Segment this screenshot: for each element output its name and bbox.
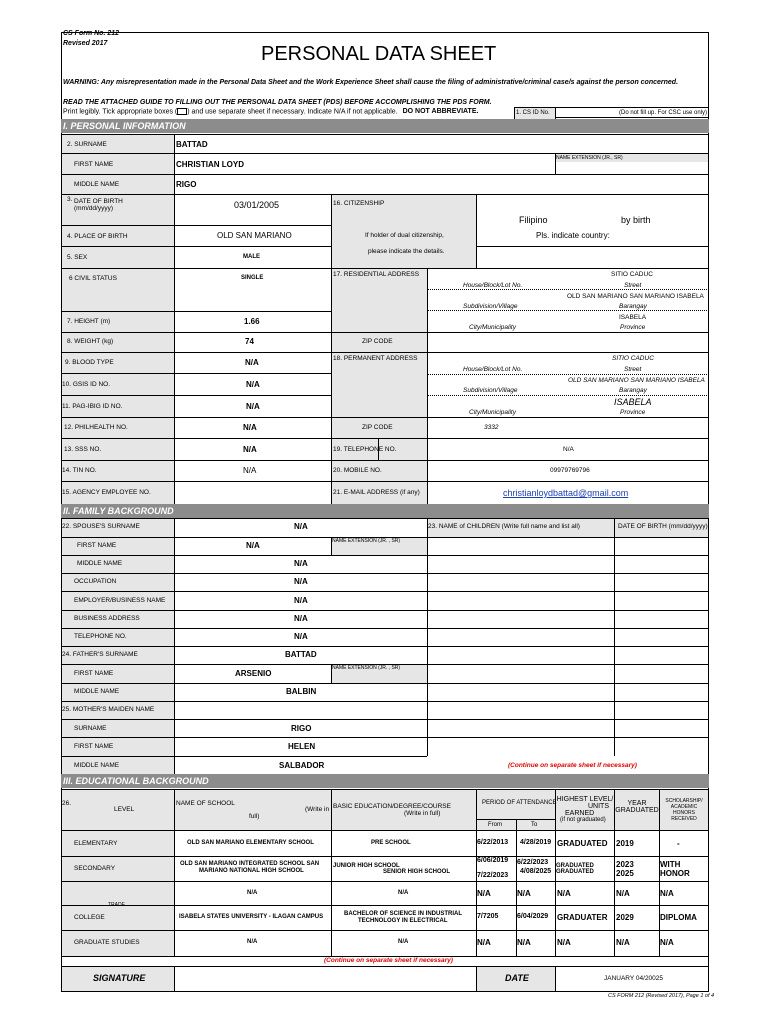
res-address-label: 17. RESIDENTIAL ADDRESS	[333, 271, 420, 278]
res-province-label: Province	[620, 324, 646, 331]
philhealth-label: 12. PHILHEALTH NO.	[64, 424, 128, 431]
sex-label: 5. SEX	[67, 254, 88, 261]
form-number: CS Form No. 212	[63, 30, 120, 37]
surname-label: 2. SURNAME	[67, 141, 107, 148]
page-title: PERSONAL DATA SHEET	[261, 43, 497, 65]
education-continue-note: (Continue on separate sheet if necessary)	[324, 957, 453, 964]
children-label: 23. NAME of CHILDREN (Write full name and list all)	[428, 523, 580, 530]
to-header: To	[531, 822, 538, 828]
perm-address-label: 18. PERMANENT ADDRESS	[333, 355, 418, 362]
email-value[interactable]: christianloydbattad@gmail.com	[503, 488, 629, 498]
employer-label: EMPLOYER/BUSINESS NAME	[74, 597, 166, 604]
tin-label: 14. TIN NO.	[62, 467, 97, 474]
father-ext-label: NAME EXTENSION (JR. , SR)	[332, 665, 401, 671]
edu-level-college: COLLEGE	[74, 914, 105, 921]
gsis-label: 10. GSIS ID NO.	[62, 381, 111, 388]
business-address-label: BUSINESS ADDRESS	[74, 615, 140, 622]
edu-to-secondary[interactable]: 6/22/2023	[517, 859, 549, 866]
height-value[interactable]: 1.66	[244, 317, 260, 326]
spouse-ext-label: NAME EXTENSION (JR. , SR)	[332, 538, 401, 544]
education-num: 26.	[62, 800, 72, 807]
edu-course-secondary[interactable]: JUNIOR HIGH SCHOOL	[333, 863, 400, 869]
employer-value[interactable]: N/A	[294, 596, 308, 605]
signature-label: SIGNATURE	[93, 973, 146, 983]
edu-year-elementary[interactable]: 2019	[616, 839, 634, 848]
res-house-label: House/Block/Lot No.	[463, 282, 523, 289]
gsis-value[interactable]: N/A	[246, 380, 260, 389]
first-name-value[interactable]: CHRISTIAN LOYD	[176, 160, 244, 169]
spouse-first-value[interactable]: N/A	[246, 541, 260, 550]
res-house-value[interactable]: SITIO CADUC	[611, 271, 653, 278]
edu-highest-elementary[interactable]: GRADUATED	[557, 839, 608, 848]
first-name-label: FIRST NAME	[74, 161, 114, 168]
mother-first-label: FIRST NAME	[74, 743, 114, 750]
edu-from-secondary[interactable]: 6/06/2019	[477, 857, 509, 864]
edu-course-secondary-2[interactable]: SENIOR HIGH SCHOOL	[383, 869, 451, 875]
dual-note-1: If holder of dual citizenship,	[365, 232, 444, 239]
mother-surname-value[interactable]: RIGO	[291, 724, 312, 733]
trade-label: TRADE	[108, 902, 125, 908]
edu-honors-graduate[interactable]: N/A	[660, 938, 674, 947]
honors-header-3: HONORS	[673, 810, 695, 816]
pagibig-label: 11. PAG-IBIG ID NO.	[62, 403, 123, 410]
civil-status-value[interactable]: SINGLE	[241, 275, 264, 281]
business-address-value[interactable]: N/A	[294, 614, 308, 623]
edu-year-graduate[interactable]: N/A	[616, 938, 630, 947]
highest-header-1: HIGHEST LEVEL/	[556, 796, 614, 803]
instructions-a: Print legibly. Tick appropriate boxes (	[63, 108, 178, 116]
perm-zip-value[interactable]: 3332	[484, 424, 499, 431]
surname-value[interactable]: BATTAD	[176, 140, 208, 149]
blood-value[interactable]: N/A	[245, 358, 259, 367]
perm-subdivision-label: Subdivision/Village	[463, 387, 518, 394]
honors-header-1: SCHOLARSHIP/	[665, 798, 703, 804]
section-family-header: II. FAMILY BACKGROUND	[61, 504, 709, 518]
edu-year-college[interactable]: 2029	[616, 913, 634, 922]
highest-header-3: EARNED	[565, 810, 595, 817]
edu-to-college[interactable]: 6/04/2029	[517, 913, 549, 920]
perm-zip-label: ZIP CODE	[362, 424, 393, 431]
edu-school-secondary[interactable]: OLD SAN MARIANO INTEGRATED SCHOOL SAN	[180, 861, 320, 867]
honors-header-2: ACADEMIC	[670, 804, 698, 810]
perm-barangay-label: Barangay	[619, 387, 647, 394]
year-grad-header-2: GRADUATED	[615, 807, 659, 814]
father-middle-label: MIDDLE NAME	[74, 688, 120, 695]
philhealth-value[interactable]: N/A	[243, 423, 257, 432]
edu-highest-college[interactable]: GRADUATER	[557, 913, 608, 922]
father-middle-value[interactable]: BALBIN	[286, 687, 317, 696]
edu-to-elementary[interactable]: 4/28/2019	[520, 839, 552, 846]
school-write-in: (Write in	[305, 806, 330, 813]
perm-house-label: House/Block/Lot No.	[463, 366, 523, 373]
occupation-label: OCCUPATION	[74, 578, 117, 585]
school-full: full)	[249, 813, 260, 820]
citizenship-label: 16. CITIZENSHIP	[333, 200, 385, 207]
email-label: 21. E-MAIL ADDRESS (if any)	[333, 489, 420, 496]
section-personal-header: I. PERSONAL INFORMATION	[61, 119, 709, 133]
perm-province-value[interactable]: ISABELA	[614, 397, 652, 407]
edu-highest-secondary-2[interactable]: GRADUATED	[556, 869, 594, 875]
citizenship-value[interactable]: Filipino	[519, 215, 548, 225]
edu-honors-college[interactable]: DIPLOMA	[660, 913, 697, 922]
date-value[interactable]: JANUARY 04/20025	[604, 975, 664, 982]
mother-maiden-label: 25. MOTHER'S MAIDEN NAME	[62, 706, 155, 713]
spouse-telephone-label: TELEPHONE NO.	[74, 633, 127, 640]
res-zip-label: ZIP CODE	[362, 338, 393, 345]
sex-value[interactable]: MALE	[243, 254, 260, 260]
sss-label: 13. SSS NO.	[64, 446, 102, 453]
mother-surname-label: SURNAME	[74, 725, 107, 732]
res-street-label: Street	[624, 282, 642, 289]
highest-header-4: (if not graduated)	[560, 817, 606, 823]
edu-level-elementary: ELEMENTARY	[74, 840, 118, 847]
edu-year-vocational[interactable]: N/A	[616, 889, 630, 898]
edu-year-secondary-2[interactable]: 2025	[616, 869, 634, 878]
from-header: From	[488, 822, 502, 828]
form-revision: Revised 2017	[63, 40, 108, 47]
edu-level-graduate: GRADUATE STUDIES	[74, 939, 140, 946]
spouse-middle-label: MIDDLE NAME	[77, 560, 123, 567]
dob-num: 3.	[67, 196, 73, 203]
spouse-first-label: FIRST NAME	[77, 542, 117, 549]
pagibig-value[interactable]: N/A	[246, 402, 260, 411]
dob-value[interactable]: 03/01/2005	[234, 200, 280, 210]
edu-course-college-2[interactable]: TECHNOLOGY IN ELECTRICAL	[358, 918, 448, 924]
edu-honors-vocational[interactable]: N/A	[660, 889, 674, 898]
edu-highest-vocational[interactable]: N/A	[557, 889, 571, 898]
read-guide-text: READ THE ATTACHED GUIDE TO FILLING OUT THE PERSONAL DATA SHEET (PDS) BEFORE ACCOMPLISHING THE PDS FORM.	[63, 99, 492, 106]
sss-value[interactable]: N/A	[243, 445, 257, 454]
edu-highest-secondary[interactable]: GRADUATED	[556, 863, 594, 869]
telephone-value[interactable]: N/A	[563, 446, 574, 453]
edu-year-secondary[interactable]: 2023	[616, 860, 634, 869]
mother-middle-label: MIDDLE NAME	[74, 762, 120, 769]
indicate-country: Pls. indicate country:	[536, 231, 610, 240]
edu-course-vocational[interactable]: N/A	[398, 890, 409, 896]
edu-school-graduate[interactable]: N/A	[247, 939, 258, 945]
middle-name-value[interactable]: RIGO	[176, 180, 197, 189]
child-dob-label: DATE OF BIRTH (mm/dd/yyyy)	[618, 523, 708, 530]
dob-label: DATE OF BIRTH	[74, 198, 123, 205]
edu-honors-secondary-2[interactable]: HONOR	[660, 869, 690, 878]
course-write: (Write in full)	[404, 810, 441, 817]
edu-honors-elementary[interactable]: -	[677, 839, 680, 848]
edu-from-vocational[interactable]: N/A	[477, 889, 491, 898]
spouse-middle-value[interactable]: N/A	[294, 559, 308, 568]
spouse-surname-label: 22. SPOUSE'S SURNAME	[62, 523, 140, 530]
occupation-value[interactable]: N/A	[294, 577, 308, 586]
name-ext-label: NAME EXTENSION (JR., SR)	[556, 155, 623, 161]
weight-value[interactable]: 74	[245, 337, 254, 346]
perm-street-label: Street	[624, 366, 642, 373]
highest-header-2: UNITS	[588, 803, 609, 810]
instructions	[63, 108, 478, 115]
tick-box-icon	[177, 108, 187, 115]
signature-field[interactable]	[175, 967, 475, 991]
mobile-value[interactable]: 09979769796	[550, 467, 590, 474]
mobile-label: 20. MOBILE NO.	[333, 467, 382, 474]
res-barangay-label: Barangay	[619, 303, 647, 310]
spouse-surname-value[interactable]: N/A	[294, 522, 308, 531]
edu-school-secondary-2[interactable]: MARIANO NATIONAL HIGH SCHOOL	[199, 868, 304, 874]
family-continue-note: (Continue on separate sheet if necessary)	[508, 762, 637, 769]
edu-from-college[interactable]: 7/7205	[477, 913, 499, 920]
dob-format: (mm/dd/yyyy)	[74, 205, 113, 212]
edu-honors-secondary[interactable]: WITH	[660, 860, 681, 869]
level-header: LEVEL	[114, 806, 135, 813]
height-label: 7. HEIGHT (m)	[67, 318, 111, 325]
res-city-label: City/Municipality	[469, 324, 516, 331]
edu-to-secondary-2[interactable]: 4/08/2025	[520, 868, 552, 875]
blood-label: 9. BLOOD TYPE	[65, 359, 114, 366]
honors-header-4: RECEIVED	[671, 816, 697, 822]
res-subdivision-label: Subdivision/Village	[463, 303, 518, 310]
perm-subdivision-value[interactable]: OLD SAN MARIANO SAN MARIANO ISABELA	[568, 377, 705, 384]
mother-middle-value[interactable]: SALBADOR	[279, 761, 325, 770]
warning-text: WARNING: Any misrepresentation made in the Personal Data Sheet and the Work Experience Sheet shall cause the filing of administrative/criminal case/s against the person concerned.	[63, 79, 679, 86]
agency-label: 15. AGENCY EMPLOYEE NO.	[62, 489, 151, 496]
instructions-b: ) and use separate sheet if necessary. Indicate N/A if not applicable.	[187, 108, 398, 116]
mother-first-value[interactable]: HELEN	[288, 742, 316, 751]
date-label: DATE	[505, 973, 529, 983]
pob-label: 4. PLACE OF BIRTH	[67, 233, 128, 240]
cs-id-label: 1. CS ID No.	[516, 110, 550, 116]
edu-to-vocational[interactable]: N/A	[517, 889, 531, 898]
edu-highest-graduate[interactable]: N/A	[557, 938, 571, 947]
do-not-abbreviate: DO NOT ABBREVIATE.	[402, 108, 479, 116]
edu-from-secondary-2[interactable]: 7/22/2023	[477, 872, 509, 879]
father-surname-value[interactable]: BATTAD	[285, 650, 317, 659]
edu-course-college[interactable]: BACHELOR OF SCIENCE IN INDUSTRIAL	[344, 911, 463, 917]
cs-id-note: (Do not fill up. For CSC use only)	[619, 110, 708, 116]
perm-house-value[interactable]: SITIO CADUC	[612, 355, 654, 362]
edu-school-elementary[interactable]: OLD SAN MARIANO ELEMENTARY SCHOOL	[187, 840, 314, 846]
res-province-value[interactable]: ISABELA	[619, 314, 647, 321]
edu-from-elementary[interactable]: 6/22/2013	[477, 839, 509, 846]
middle-name-label: MIDDLE NAME	[74, 181, 120, 188]
res-subdivision-value[interactable]: OLD SAN MARIANO SAN MARIANO ISABELA	[567, 293, 704, 300]
edu-course-graduate[interactable]: N/A	[398, 939, 409, 945]
father-surname-label: 24. FATHER'S SURNAME	[62, 651, 138, 658]
perm-province-label: Province	[620, 409, 646, 416]
edu-course-elementary[interactable]: PRE SCHOOL	[371, 840, 411, 846]
school-header: NAME OF SCHOOL	[176, 800, 235, 807]
edu-level-secondary: SECONDARY	[74, 865, 116, 872]
spouse-telephone-value[interactable]: N/A	[294, 632, 308, 641]
edu-school-college[interactable]: ISABELA STATES UNIVERSITY - ILAGAN CAMPUS	[179, 914, 324, 920]
weight-label: 8. WEIGHT (kg)	[67, 338, 114, 345]
perm-city-label: City/Municipality	[469, 409, 516, 416]
course-header: BASIC EDUCATION/DEGREE/COURSE	[333, 803, 451, 810]
tin-value[interactable]: N/A	[243, 466, 257, 475]
edu-school-vocational[interactable]: N/A	[247, 890, 258, 896]
edu-from-graduate[interactable]: N/A	[477, 938, 491, 947]
edu-to-graduate[interactable]: N/A	[517, 938, 531, 947]
year-grad-header-1: YEAR	[627, 800, 647, 807]
by-birth[interactable]: by birth	[621, 215, 651, 225]
dual-note-2: please indicate the details.	[368, 248, 445, 255]
section-education-header: III. EDUCATIONAL BACKGROUND	[61, 774, 709, 788]
period-header: PERIOD OF ATTENDANCE	[482, 800, 557, 806]
civil-status-label: 6 CIVIL STATUS	[69, 275, 117, 282]
page-note: CS FORM 212 (Revised 2017), Page 1 of 4	[608, 993, 715, 999]
father-first-label: FIRST NAME	[74, 670, 114, 677]
pob-value[interactable]: OLD SAN MARIANO	[217, 231, 292, 240]
telephone-label: 19. TELEPHONE NO.	[333, 446, 397, 453]
father-first-value[interactable]: ARSENIO	[235, 669, 272, 678]
